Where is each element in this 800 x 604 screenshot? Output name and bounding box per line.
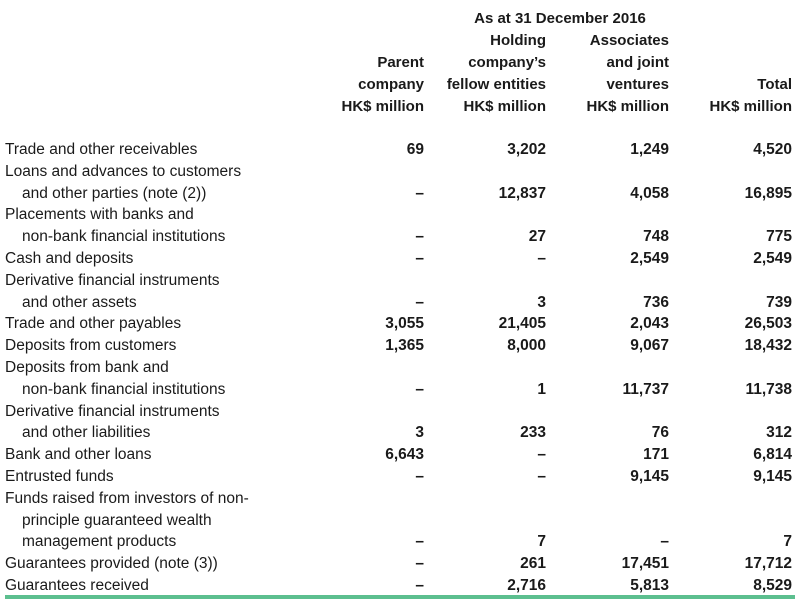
fellow-entities-value: – — [537, 446, 546, 464]
associates-value: 748 — [643, 228, 669, 246]
parent-company-value: – — [415, 184, 424, 202]
parent-company-value: – — [415, 555, 424, 573]
parent-company-value: – — [415, 249, 424, 267]
row-label: Trade and other payables — [5, 315, 182, 333]
fellow-entities-value: 1 — [537, 380, 546, 398]
associates-value: 76 — [651, 424, 669, 442]
row-label: Entrusted funds — [5, 467, 114, 485]
table-row — [0, 204, 800, 226]
table-row — [0, 531, 800, 553]
parent-company-value: – — [415, 293, 424, 311]
total-value: 6,814 — [753, 446, 792, 464]
associates-value: 736 — [643, 293, 669, 311]
fellow-entities-value: 261 — [520, 555, 546, 573]
total-value: 8,529 — [753, 576, 792, 594]
table-row — [0, 139, 800, 161]
associates-value: 9,067 — [630, 337, 669, 355]
row-label: Cash and deposits — [5, 249, 134, 267]
column-header-line: ventures — [606, 76, 669, 93]
total-value: 26,503 — [744, 315, 792, 333]
table-row — [0, 248, 800, 270]
row-label: Guarantees received — [5, 576, 149, 594]
total-value: 11,738 — [745, 380, 792, 398]
table-row — [0, 292, 800, 314]
table-row — [0, 270, 800, 292]
row-label: Guarantees provided (note (3)) — [5, 555, 218, 573]
table-row — [0, 510, 800, 532]
parent-company-value: – — [415, 533, 424, 551]
row-label: non-bank financial institutions — [22, 380, 226, 398]
associates-value: 17,451 — [621, 555, 669, 573]
table-row — [0, 401, 800, 423]
row-label: Deposits from customers — [5, 337, 177, 355]
column-header-line: company’s — [468, 54, 546, 71]
row-label: and other assets — [22, 293, 137, 311]
fellow-entities-value: 233 — [520, 424, 546, 442]
fellow-entities-value: 3,202 — [507, 141, 546, 158]
row-label: non-bank financial institutions — [22, 228, 226, 246]
total-value: 4,520 — [753, 141, 792, 158]
column-header-line: Associates — [589, 32, 669, 49]
associates-value: 2,043 — [630, 315, 669, 333]
row-label: and other parties (note (2)) — [22, 184, 207, 202]
table-row — [0, 226, 800, 248]
row-label: Trade and other receivables — [5, 141, 198, 158]
parent-company-value: 1,365 — [385, 337, 424, 355]
column-header-line: HK$ million — [341, 98, 424, 115]
fellow-entities-value: 27 — [528, 228, 546, 246]
fellow-entities-value: 7 — [537, 533, 546, 551]
table-row — [0, 422, 800, 444]
row-label: Loans and advances to customers — [5, 162, 242, 180]
parent-company-value: – — [415, 576, 424, 594]
column-header-line: HK$ million — [586, 98, 669, 115]
associates-value: – — [660, 533, 669, 551]
table-row — [0, 183, 800, 205]
table-row — [0, 335, 800, 357]
total-value: 2,549 — [753, 249, 792, 267]
associates-value: 9,145 — [630, 467, 669, 485]
total-value: 739 — [766, 293, 792, 311]
fellow-entities-value: 21,405 — [498, 315, 546, 333]
total-value: 16,895 — [744, 184, 792, 202]
fellow-entities-value: – — [537, 467, 546, 485]
row-label: management products — [22, 533, 177, 551]
table-row — [0, 488, 800, 510]
fellow-entities-value: 12,837 — [498, 184, 546, 202]
table-row — [0, 444, 800, 466]
total-value: 7 — [783, 533, 792, 551]
fellow-entities-value: 2,716 — [507, 576, 546, 594]
total-value: 18,432 — [744, 337, 792, 355]
parent-company-value: – — [415, 467, 424, 485]
associates-value: 1,249 — [630, 141, 669, 158]
parent-company-value: 3,055 — [385, 315, 424, 333]
period-heading: As at 31 December 2016 — [474, 10, 646, 27]
row-label: Bank and other loans — [5, 446, 152, 464]
associates-value: 11,737 — [622, 380, 669, 398]
table-row — [0, 466, 800, 488]
column-header-line: company — [358, 76, 424, 93]
associates-value: 5,813 — [630, 576, 669, 594]
row-label: Deposits from bank and — [5, 358, 169, 376]
column-header-line: Total — [757, 76, 792, 93]
total-value: 9,145 — [753, 467, 792, 485]
parent-company-value: – — [415, 380, 424, 398]
parent-company-value: 69 — [406, 141, 424, 158]
total-value: 17,712 — [744, 555, 792, 573]
parent-company-value: 6,643 — [385, 446, 424, 464]
column-header-line: Holding — [490, 32, 546, 49]
table-row — [0, 379, 800, 401]
column-header-line: fellow entities — [446, 76, 546, 93]
bottom-rule — [5, 595, 795, 599]
table-row — [0, 575, 800, 597]
table-row — [0, 313, 800, 335]
column-header-line: HK$ million — [709, 98, 792, 115]
associates-value: 2,549 — [630, 249, 669, 267]
column-header-line: HK$ million — [463, 98, 546, 115]
fellow-entities-value: 3 — [537, 293, 546, 311]
associates-value: 171 — [643, 446, 669, 464]
table-row — [0, 357, 800, 379]
row-label: Derivative financial instruments — [5, 271, 220, 289]
parent-company-value: 3 — [415, 424, 424, 442]
parent-company-value: – — [415, 228, 424, 246]
fellow-entities-value: 8,000 — [507, 337, 546, 355]
column-header-line: and joint — [606, 54, 669, 71]
row-label: Funds raised from investors of non- — [5, 489, 249, 507]
total-value: 312 — [766, 424, 792, 442]
row-label: principle guaranteed wealth — [22, 511, 212, 529]
fellow-entities-value: – — [537, 249, 546, 267]
total-value: 775 — [766, 228, 792, 246]
row-label: Placements with banks and — [5, 206, 194, 224]
table-row — [0, 161, 800, 183]
column-header-line: Parent — [377, 54, 424, 71]
row-label: and other liabilities — [22, 424, 151, 442]
associates-value: 4,058 — [630, 184, 669, 202]
table-body — [0, 139, 800, 597]
row-label: Derivative financial instruments — [5, 402, 220, 420]
table-row — [0, 553, 800, 575]
